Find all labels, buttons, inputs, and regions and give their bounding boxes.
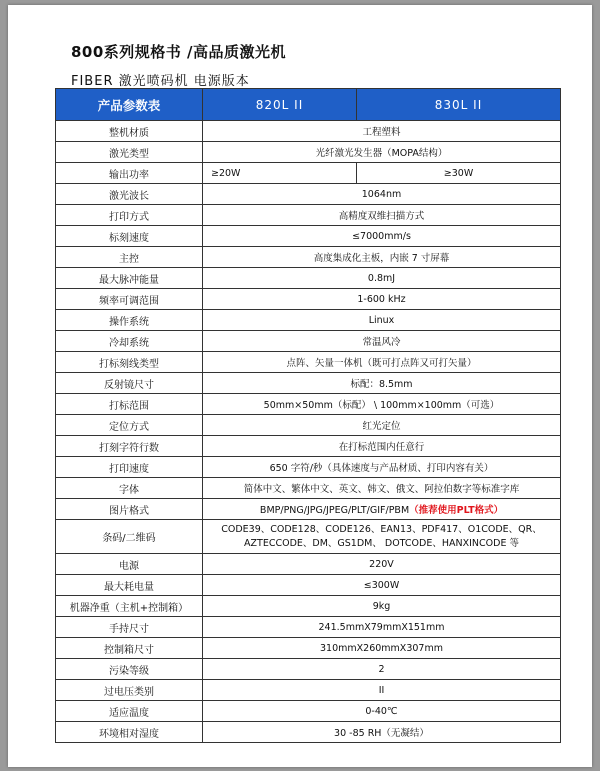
row-value: ≤300W [203,575,561,596]
table-row [56,415,561,436]
table-row [56,121,561,142]
table-row [56,352,561,373]
table-row [56,205,561,226]
row-value: Linux [203,310,561,331]
row-label: 频率可调范围 [56,289,203,310]
row-value: 220V [203,554,561,575]
table-row [56,575,561,596]
row-value: 在打标范围内任意行 [203,436,561,457]
row-label: 图片格式 [56,499,203,520]
table-row [56,289,561,310]
row-value: 常温风冷 [203,331,561,352]
table-row [56,680,561,701]
row-value: 高精度双维扫描方式 [203,205,561,226]
document-title: 800系列规格书 /高品质激光机 [71,43,287,61]
row-label: 输出功率 [56,163,203,184]
row-label: 激光类型 [56,142,203,163]
row-label: 条码/二维码 [56,520,203,554]
row-label: 冷却系统 [56,331,203,352]
table-row [56,457,561,478]
table-row [56,617,561,638]
row-value: 高度集成化主板，内嵌 7 寸屏幕 [203,247,561,268]
row-label: 打刻字符行数 [56,436,203,457]
row-label: 手持尺寸 [56,617,203,638]
row-value: 50mm×50mm（标配） \ 100mm×100mm（可选） [203,394,561,415]
header-param: 产品参数表 [56,89,203,121]
row-value: 点阵、矢量一体机（既可打点阵又可打矢量） [203,352,561,373]
row-label: 打印方式 [56,205,203,226]
header-model-830: 830L II [357,89,561,121]
row-label: 反射镜尺寸 [56,373,203,394]
row-label: 机器净重（主机+控制箱） [56,596,203,617]
row-label: 标刻速度 [56,226,203,247]
table-row [56,163,561,184]
table-row [56,722,561,743]
image-format-recommendation: （推荐使用PLT格式） [409,505,504,516]
row-value: 1-600 kHz [203,289,561,310]
row-label: 环境相对湿度 [56,722,203,743]
row-label: 污染等级 [56,659,203,680]
table-row [56,499,561,520]
row-value: 工程塑料 [203,121,561,142]
image-formats: BMP/PNG/JPG/JPEG/PLT/GIF/PBM [259,505,410,516]
row-value: 30 -85 RH（无凝结） [203,722,561,743]
table-row [56,247,561,268]
table-row [56,596,561,617]
table-row [56,184,561,205]
row-label: 适应温度 [56,701,203,722]
row-label: 打印速度 [56,457,203,478]
row-label: 打标范围 [56,394,203,415]
table-row [56,478,561,499]
row-label: 定位方式 [56,415,203,436]
table-row [56,268,561,289]
table-row [56,436,561,457]
row-value: ≤7000mm/s [203,226,561,247]
row-value: 0-40℃ [203,701,561,722]
row-value: 红光定位 [203,415,561,436]
table-row [56,373,561,394]
table-row [56,310,561,331]
row-value: 650 字符/秒（具体速度与产品材质、打印内容有关） [203,457,561,478]
row-value: 简体中文、繁体中文、英文、韩文、俄文、阿拉伯数字等标准字库 [203,478,561,499]
document-subtitle: FIBER 激光喷码机 电源版本 [71,74,250,89]
row-value: 0.8mJ [203,268,561,289]
row-label: 整机材质 [56,121,203,142]
row-label: 激光波长 [56,184,203,205]
table-row [56,554,561,575]
row-label: 控制箱尺寸 [56,638,203,659]
row-label: 主控 [56,247,203,268]
row-value: CODE39、CODE128、CODE126、EAN13、PDF417、O1CODE、QR、AZTECCODE、DM、GS1DM、 DOTCODE、HANXINCODE 等 [203,520,561,554]
table-row [56,142,561,163]
row-value: 光纤激光发生器（MOPA结构） [203,142,561,163]
row-label: 字体 [56,478,203,499]
row-label: 操作系统 [56,310,203,331]
row-value: 2 [203,659,561,680]
row-value: 1064nm [203,184,561,205]
table-row [56,226,561,247]
table-row [56,331,561,352]
row-value: 9kg [203,596,561,617]
header-model-820: 820L II [203,89,357,121]
row-label: 过电压类别 [56,680,203,701]
table-row [56,520,561,554]
row-value-820: ≥20W [203,163,357,184]
table-row [56,394,561,415]
row-value: 310mmX260mmX307mm [203,638,561,659]
table-header-row [56,89,561,121]
spec-sheet-page [8,5,592,767]
row-value-830: ≥30W [357,163,561,184]
row-label: 打标刻线类型 [56,352,203,373]
table-row [56,638,561,659]
spec-table [55,88,561,743]
table-row [56,659,561,680]
table-row [56,701,561,722]
row-value: II [203,680,561,701]
row-value: 241.5mmX79mmX151mm [203,617,561,638]
row-value: 标配：8.5mm [203,373,561,394]
row-label: 最大脉冲能量 [56,268,203,289]
row-label: 最大耗电量 [56,575,203,596]
row-value [203,499,561,520]
row-label: 电源 [56,554,203,575]
